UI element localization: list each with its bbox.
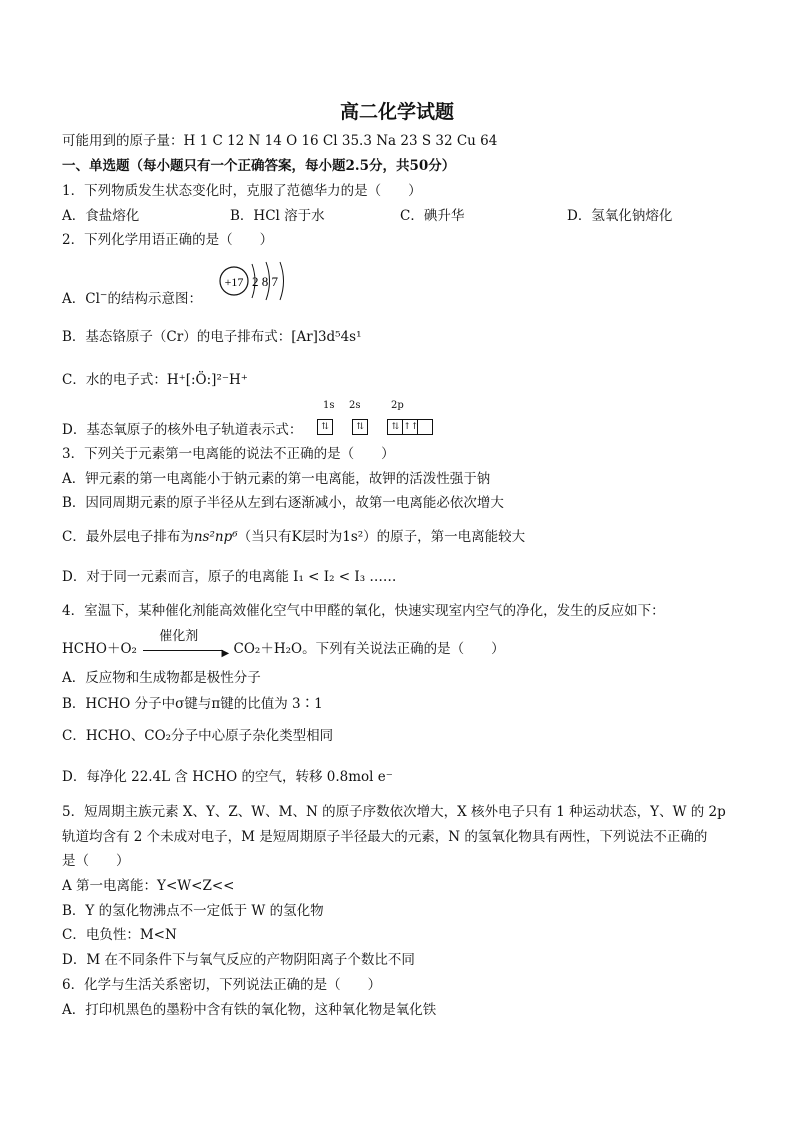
catalyst-label: 催化剂	[159, 629, 199, 644]
q3-option-a: A．钾元素的第一电离能小于钠元素的第一电离能，故钾的活泼性强于钠	[62, 471, 491, 487]
q1-option-b: B．HCl 溶于水	[230, 208, 325, 224]
atomic-masses: 可能用到的原子量：H 1 C 12 N 14 O 16 Cl 35.3 Na 23 S 32 Cu 64	[62, 133, 498, 149]
q1-option-a: A．食盐熔化	[62, 208, 140, 224]
q2-option-c: C．水的电子式：H⁺[:Ö:]²⁻H⁺	[62, 372, 248, 388]
orbital-box-2p-1: ⇅	[387, 419, 403, 435]
q4-option-c: C．HCHO、CO₂分子中心原子杂化类型相同	[62, 728, 334, 744]
orbital-label-2p: 2p	[391, 400, 404, 411]
shell-electrons: 2 8 7	[252, 274, 278, 289]
q1-option-d: D．氢氧化钠熔化	[567, 208, 673, 224]
q5-stem-line3: 是（ ）	[62, 853, 130, 869]
q5-option-a: A 第一电离能：Y<W<Z<<	[62, 878, 235, 894]
section-heading: 一、单选题（每小题只有一个正确答案，每小题2.5分，共50分）	[62, 158, 456, 174]
q4-stem: 4．室温下，某种催化剂能高效催化空气中甲醛的氧化，快速实现室内空气的净化，发生的反应如下：	[62, 603, 665, 619]
q5-option-d: D．M 在不同条件下与氧气反应的产物阴阳离子个数比不同	[62, 952, 415, 968]
q4-equation: HCHO＋O₂ 催化剂 ▶ CO₂＋H₂O。下列有关说法正确的是（ ）	[62, 629, 505, 659]
orbital-box-2p-2: ↑↑	[402, 419, 418, 435]
orbital-label-1s: 1s	[323, 400, 335, 411]
q4-option-d: D．每净化 22.4L 含 HCHO 的空气，转移 0.8mol e⁻	[62, 769, 393, 785]
chloride-structure-diagram	[214, 258, 294, 304]
q3-option-d: D．对于同一元素而言，原子的电离能 I₁ < I₂ < I₃ ……	[62, 569, 397, 585]
q2-stem: 2．下列化学用语正确的是（ ）	[62, 232, 274, 248]
q5-stem-line2: 轨道均含有 2 个未成对电子，M 是短周期原子半径最大的元素，N 的氢氧化物具有两性，下列说法不正确的	[62, 829, 708, 845]
q2-option-d: D．基态氧原子的核外电子轨道表示式：	[62, 422, 303, 438]
orbital-box-2p-3	[417, 419, 433, 435]
q6-stem: 6．化学与生活关系密切，下列说法正确的是（ ）	[62, 977, 382, 993]
q3-option-b: B．因同周期元素的原子半径从左到右逐渐减小，故第一电离能必依次增大	[62, 495, 504, 511]
orbital-label-2s: 2s	[349, 400, 361, 411]
q1-option-c: C．碘升华	[400, 208, 465, 224]
q3-option-c: C．最外层电子排布为ns²np⁶（当只有K层时为1s²）的原子，第一电离能较大	[62, 529, 526, 545]
q5-stem-line1: 5．短周期主族元素 X、Y、Z、W、M、N 的原子序数依次增大，X 核外电子只有 1 种运动状态，Y、W 的 2p	[62, 804, 726, 820]
q5-option-c: C．电负性：M<N	[62, 927, 177, 943]
orbital-box-1s: ⇅	[317, 419, 333, 435]
q1-stem: 1．下列物质发生状态变化时，克服了范德华力的是（ ）	[62, 183, 422, 199]
page-title: 高二化学试题	[339, 101, 454, 123]
reaction-arrow: 催化剂 ▶	[141, 639, 229, 659]
orbital-box-2s: ⇅	[352, 419, 368, 435]
orbital-diagram	[318, 416, 433, 435]
q2-option-a: A．Cl−的结构示意图：	[62, 290, 202, 307]
nucleus-label: +17	[224, 275, 244, 289]
q2-option-b: B．基态铬原子（Cr）的电子排布式：[Ar]3d⁵4s¹	[62, 329, 362, 345]
q3-stem: 3．下列关于元素第一电离能的说法不正确的是（ ）	[62, 446, 395, 462]
q5-option-b: B．Y 的氢化物沸点不一定低于 W 的氢化物	[62, 903, 324, 919]
q4-option-a: A．反应物和生成物都是极性分子	[62, 670, 261, 686]
q4-option-b: B．HCHO 分子中σ键与π键的比值为 3∶1	[62, 696, 323, 712]
q6-option-a: A．打印机黑色的墨粉中含有铁的氧化物，这种氧化物是氧化铁	[62, 1002, 437, 1018]
